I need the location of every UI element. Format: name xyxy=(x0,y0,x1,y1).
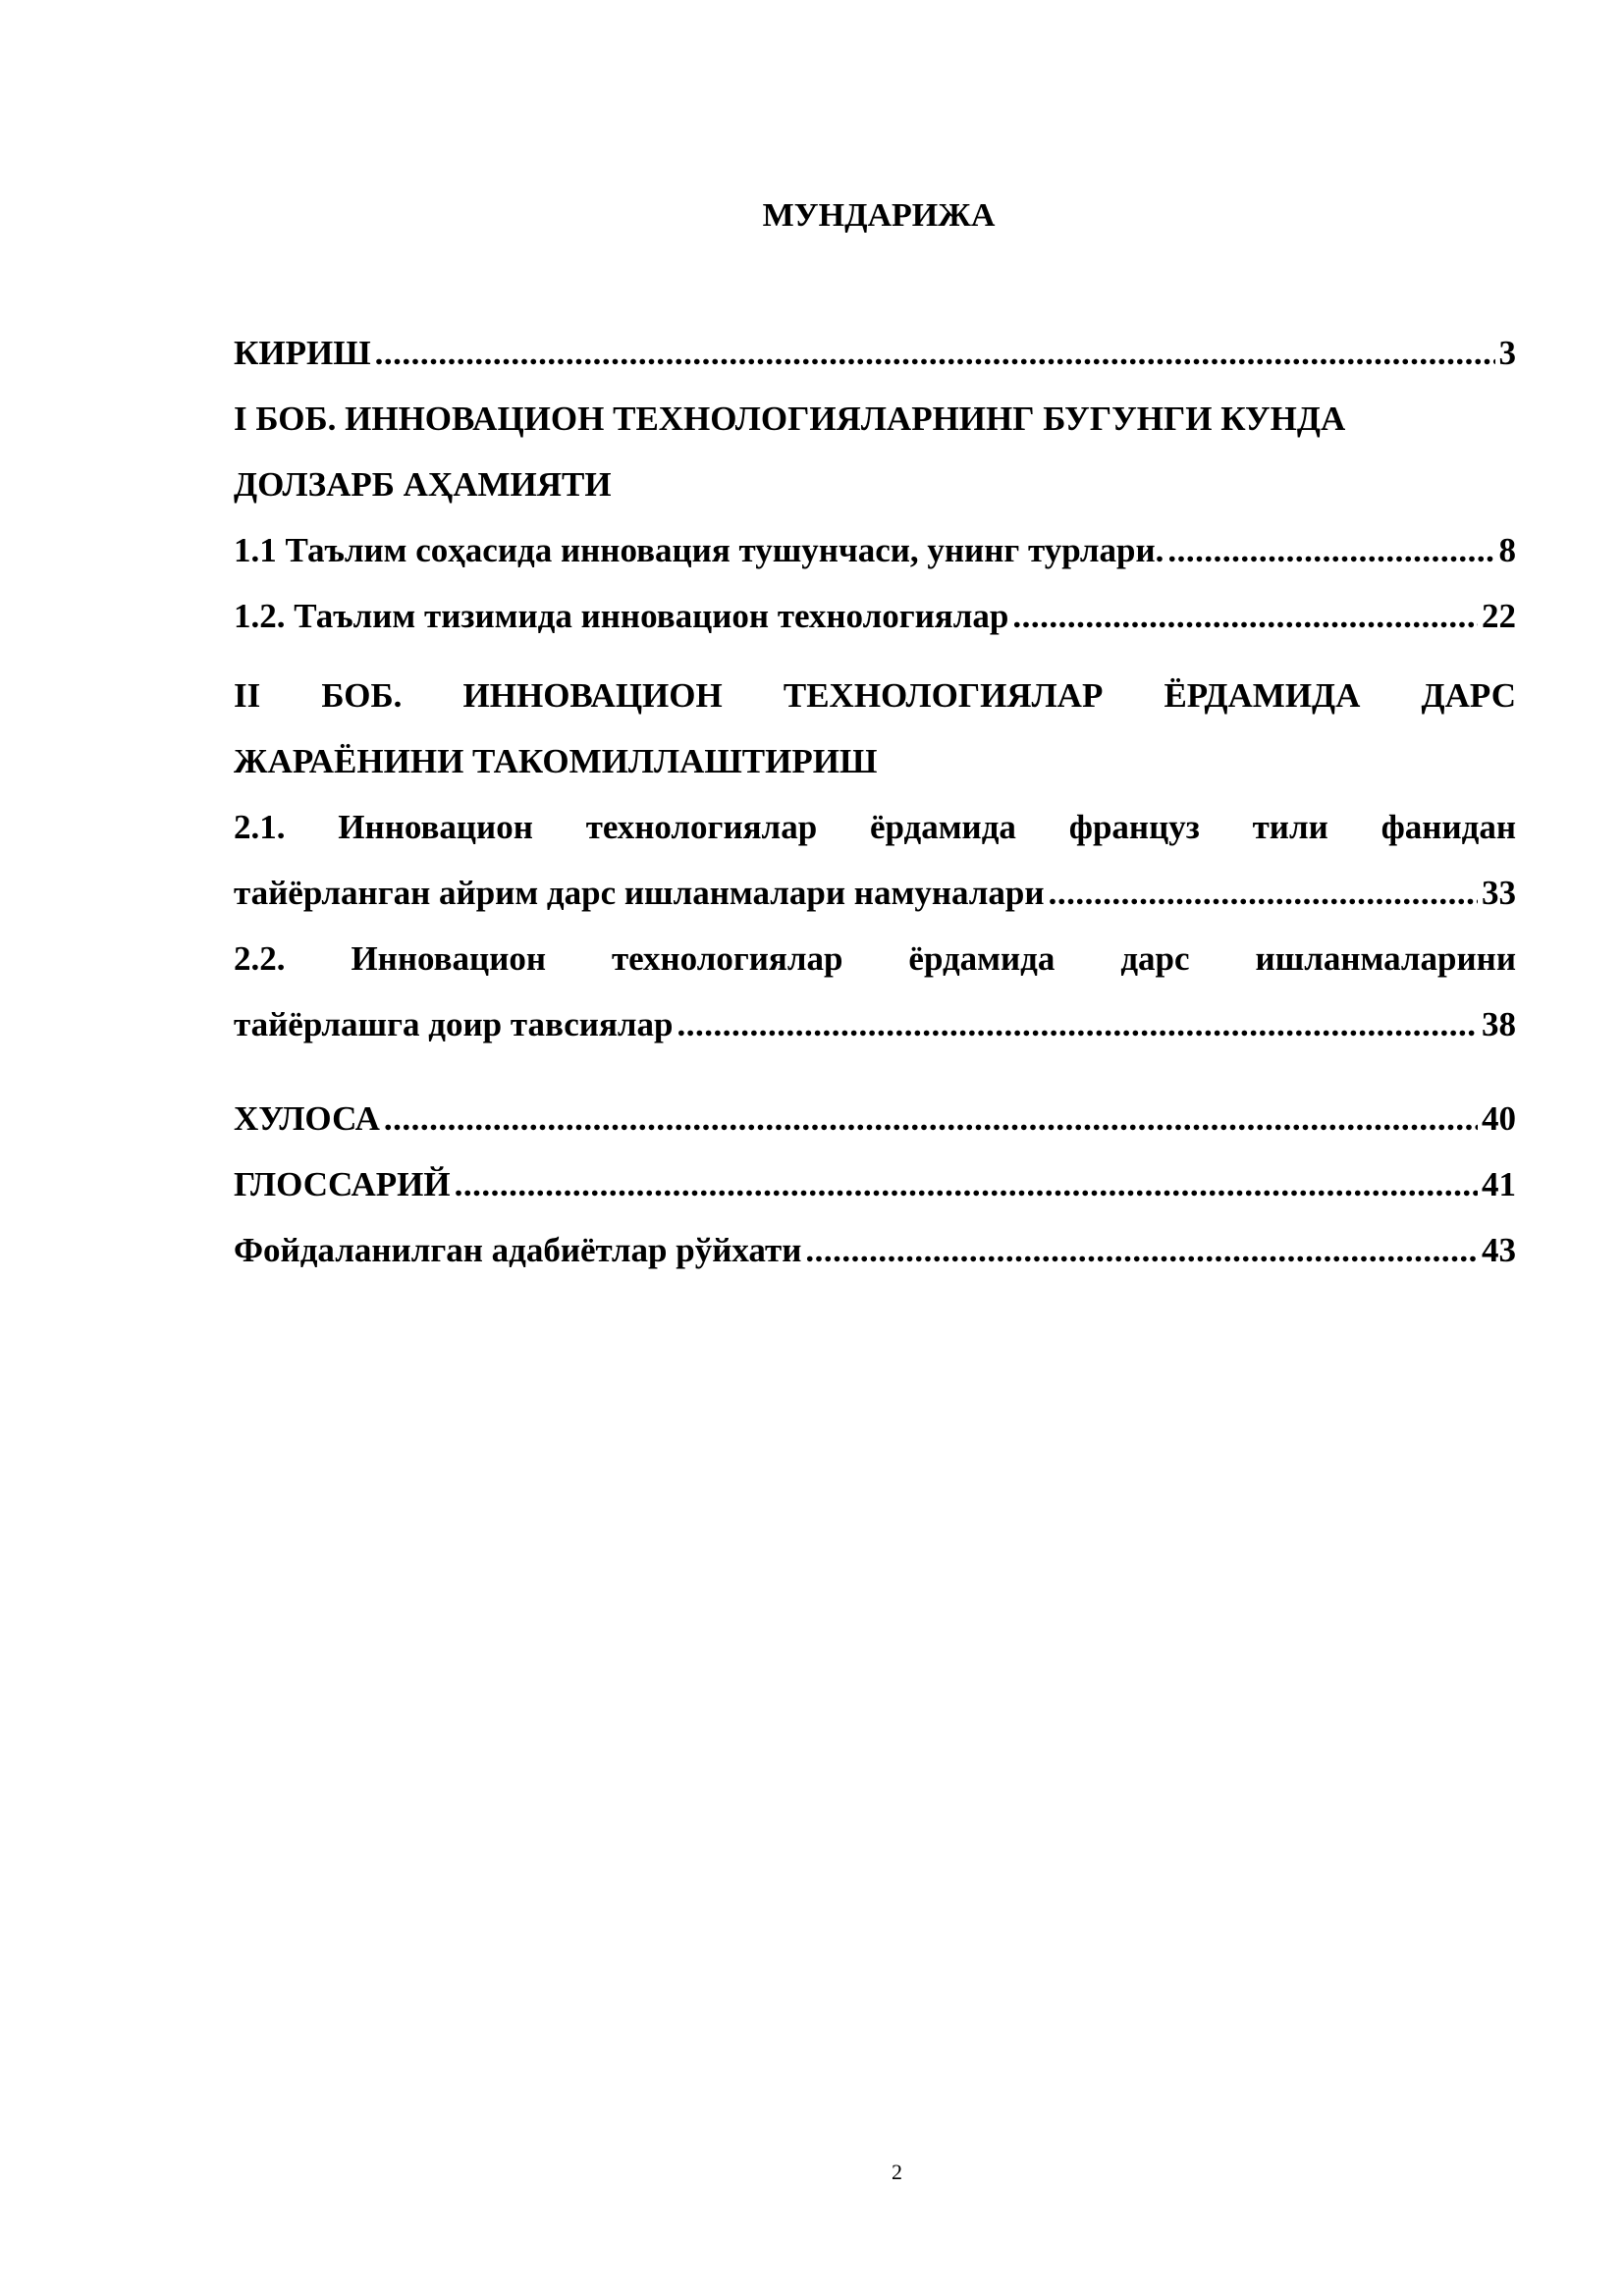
toc-entry-intro[interactable] xyxy=(234,320,1516,386)
toc-entry-section-2-2-line-1[interactable]: 2.2. Инновацион технологиялар ёрдамида дарс ишланмаларини xyxy=(234,939,1516,978)
toc-entry-label: ГЛОССАРИЙ xyxy=(234,1165,451,1203)
dot-leader xyxy=(1012,583,1478,649)
toc-page-number: 33 xyxy=(1482,874,1516,912)
toc-page-number: 22 xyxy=(1482,597,1516,635)
page-title: МУНДАРИЖА xyxy=(762,197,996,234)
toc-entry-label: ХУЛОСА xyxy=(234,1099,380,1138)
toc-entry-section-1-1[interactable] xyxy=(234,517,1516,583)
toc-page-number: 3 xyxy=(1498,334,1516,372)
toc-entry-glossary[interactable] xyxy=(234,1151,1516,1217)
toc-entry-references[interactable] xyxy=(234,1217,1516,1283)
toc-entry-label: 1.2. Таълим тизимида инновацион технологиялар xyxy=(234,597,1009,635)
toc-chapter-1-heading-line-2[interactable]: ДОЛЗАРБ АҲАМИЯТИ xyxy=(234,465,612,504)
toc-entry-label: тайёрланган айрим дарс ишланмалари намуналари xyxy=(234,874,1045,912)
toc-page-number: 40 xyxy=(1482,1099,1516,1138)
table-of-contents xyxy=(234,320,1516,1283)
toc-page-number: 41 xyxy=(1482,1165,1516,1203)
spacer xyxy=(234,649,1516,663)
toc-entry-section-2-1-line-1[interactable]: 2.1. Инновацион технологиялар ёрдамида француз тили фанидан xyxy=(234,808,1516,846)
dot-leader xyxy=(384,1086,1478,1151)
toc-entry-label: тайёрлашга доир тавсиялар xyxy=(234,1005,674,1043)
toc-chapter-2-heading-line-1[interactable]: II БОБ. ИННОВАЦИОН ТЕХНОЛОГИЯЛАР ЁРДАМИДА ДАРС xyxy=(234,676,1516,715)
toc-entry-section-2-2-line-2[interactable] xyxy=(234,991,1516,1057)
toc-entry-section-1-2[interactable] xyxy=(234,583,1516,649)
toc-entry-section-2-1-line-2[interactable] xyxy=(234,860,1516,926)
dot-leader xyxy=(805,1217,1478,1283)
toc-page-number: 8 xyxy=(1498,531,1516,569)
toc-entry-label: КИРИШ xyxy=(234,334,371,372)
toc-chapter-1-heading-line-1[interactable]: I БОБ. ИННОВАЦИОН ТЕХНОЛОГИЯЛАРНИНГ БУГУНГИ КУНДА xyxy=(234,400,1346,438)
toc-entry-label: 1.1 Таълим соҳасида инновация тушунчаси, унинг турлари. xyxy=(234,531,1164,569)
page-number: 2 xyxy=(892,2160,902,2184)
toc-entry-label: Фойдаланилган адабиётлар рўйхати xyxy=(234,1231,802,1269)
spacer xyxy=(234,1057,1516,1086)
toc-page-number: 38 xyxy=(1482,1005,1516,1043)
toc-entry-conclusion[interactable] xyxy=(234,1086,1516,1151)
dot-leader xyxy=(677,991,1478,1057)
dot-leader xyxy=(1049,860,1478,926)
toc-chapter-2-heading-line-2[interactable]: ЖАРАЁНИНИ ТАКОМИЛЛАШТИРИШ xyxy=(234,742,878,780)
dot-leader xyxy=(375,320,1495,386)
toc-page-number: 43 xyxy=(1482,1231,1516,1269)
dot-leader xyxy=(1167,517,1494,583)
dot-leader xyxy=(455,1151,1478,1217)
